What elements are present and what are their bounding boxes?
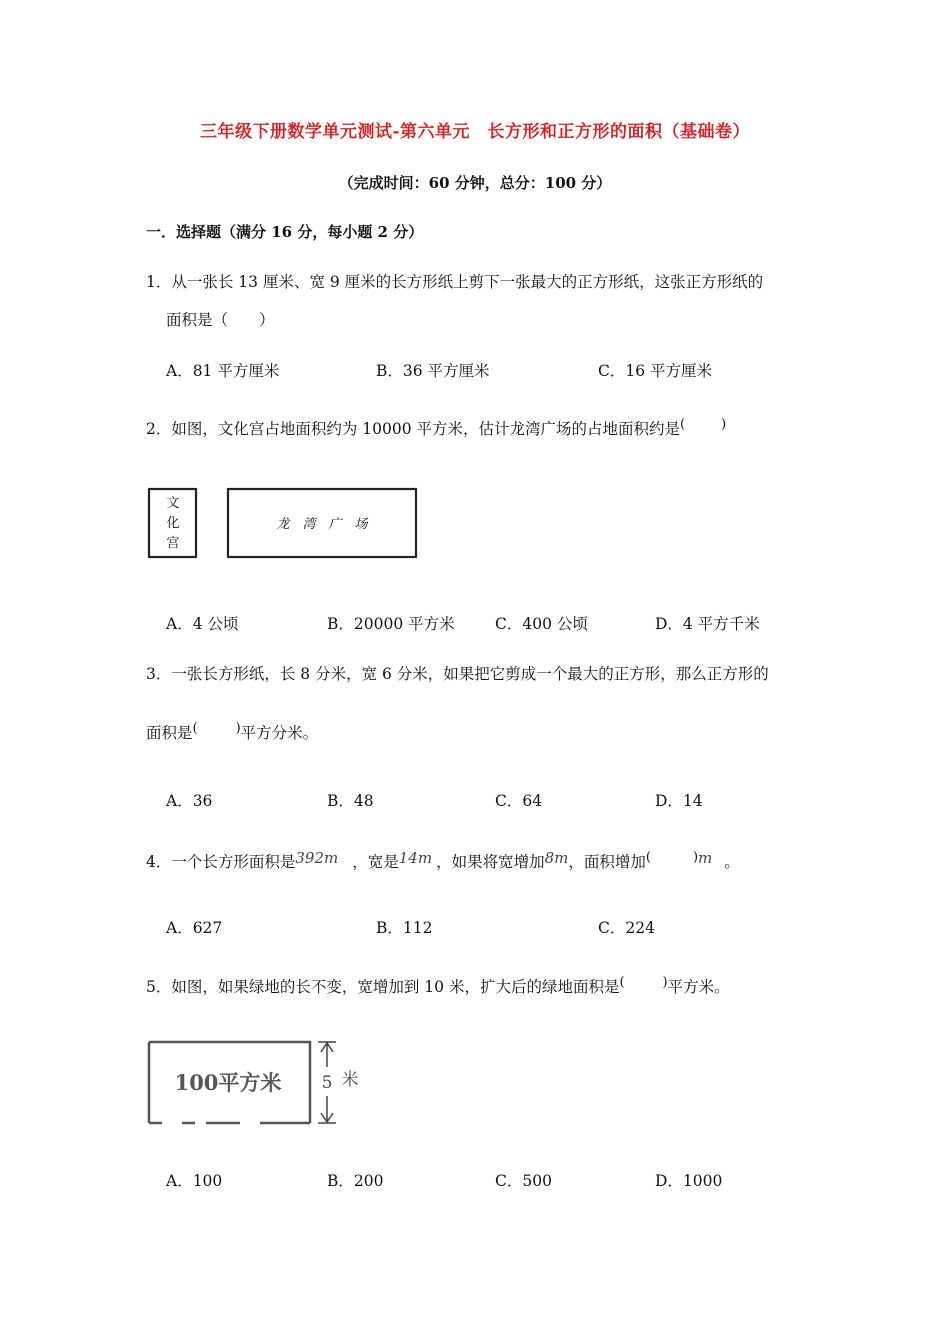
question-2-figure bbox=[140, 480, 430, 566]
longwan-square-label: 龙 湾 广 场 bbox=[276, 517, 368, 532]
question-2-text bbox=[146, 414, 726, 440]
question-3-option-a: A．36 bbox=[166, 792, 213, 810]
dimension-number: 5 bbox=[321, 1073, 333, 1093]
question-2-option-c: C．400 公顷 bbox=[495, 615, 588, 633]
unit-value: m bbox=[698, 849, 713, 867]
dimension-unit: 米 bbox=[341, 1070, 359, 1090]
question-2-option-d: D．4 平方千米 bbox=[655, 615, 760, 633]
question-5-text: 5．如图，如果绿地的长不变，宽增加到 10 米，扩大后的绿地面积是( )平方米。 bbox=[146, 972, 730, 998]
culture-palace-label-3: 宫 bbox=[166, 536, 180, 551]
question-4-option-c: C．224 bbox=[598, 919, 655, 937]
culture-palace-label-2: 化 bbox=[166, 516, 180, 531]
page-title: 三年级下册数学单元测试-第六单元 长方形和正方形的面积（基础卷） bbox=[199, 122, 751, 142]
increase-value: 8m bbox=[544, 849, 569, 867]
question-5-option-d: D．1000 bbox=[655, 1172, 723, 1190]
question-2-option-b: B．20000 平方米 bbox=[327, 615, 455, 633]
question-3-option-b: B．48 bbox=[327, 792, 374, 810]
answer-blank: ( ) bbox=[680, 417, 727, 432]
question-5-figure bbox=[140, 1030, 370, 1130]
culture-palace-label-1: 文 bbox=[166, 496, 180, 511]
area-value: 392m bbox=[295, 849, 339, 867]
question-2-option-a: A．4 公顷 bbox=[166, 615, 239, 633]
question-4-text: 4．一个长方形面积是392m ，宽是14m ，如果将宽增加8m，面积增加( )m 。 bbox=[146, 849, 740, 871]
answer-blank: ( ) bbox=[645, 850, 699, 865]
width-value: 14m bbox=[398, 849, 433, 867]
question-1-line1: 1．从一张长 13 厘米、宽 9 厘米的长方形纸上剪下一张最大的正方形纸，这张正方形纸的 bbox=[146, 273, 764, 291]
section-heading: 一．选择题（满分 16 分，每小题 2 分） bbox=[146, 223, 424, 241]
question-5-option-c: C．500 bbox=[495, 1172, 552, 1190]
question-1-option-b: B．36 平方厘米 bbox=[376, 362, 490, 380]
question-4-option-a: A．627 bbox=[166, 919, 223, 937]
lawn-area-label: 100平方米 bbox=[174, 1070, 282, 1095]
question-1-option-a: A．81 平方厘米 bbox=[166, 362, 280, 380]
question-1-option-c: C．16 平方厘米 bbox=[598, 362, 713, 380]
question-5-option-b: B．200 bbox=[327, 1172, 384, 1190]
question-2-stem: 2．如图，文化宫占地面积约为 10000 平方米，估计龙湾广场的占地面积约是 bbox=[146, 420, 681, 438]
page-subtitle: （完成时间：60 分钟，总分：100 分） bbox=[338, 174, 612, 192]
question-3-option-c: C．64 bbox=[495, 792, 543, 810]
question-1-line2: 面积是（ ） bbox=[166, 311, 275, 329]
question-5-option-a: A．100 bbox=[166, 1172, 223, 1190]
answer-blank: ( ) bbox=[192, 721, 241, 736]
question-3-line1: 3．一张长方形纸，长 8 分米，宽 6 分米，如果把它剪成一个最大的正方形，那么正方形的 bbox=[146, 665, 769, 683]
question-4-option-b: B．112 bbox=[376, 919, 433, 937]
question-3-line2: 面积是( )平方分米。 bbox=[146, 718, 318, 744]
question-3-option-d: D．14 bbox=[655, 792, 703, 810]
answer-blank: ( ) bbox=[619, 975, 668, 990]
